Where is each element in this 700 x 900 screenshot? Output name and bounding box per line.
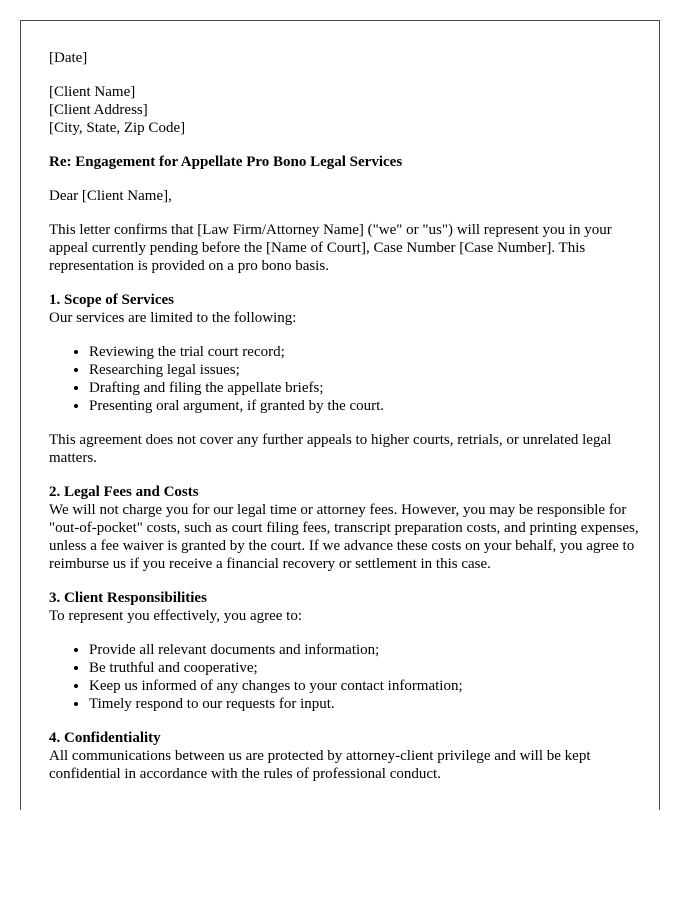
list-item: • Drafting and filing the appellate briefs; — [89, 379, 639, 397]
list-item: • Provide all relevant documents and information; — [89, 641, 639, 659]
list-item: • Keep us informed of any changes to your contact information; — [89, 677, 639, 695]
intro-paragraph: This letter confirms that [Law Firm/Attorney Name] ("we" or "us") will represent you in your appeal currently pending before the [Name of Court], Case Number [Case Number]. This representation is provided on a pro bono basis. — [49, 222, 612, 274]
letter-body — [49, 49, 639, 799]
subject-line: Re: Engagement for Appellate Pro Bono Legal Services — [49, 154, 403, 170]
scope-exclusion-paragraph: This agreement does not cover any further appeals to higher courts, retrials, or unrelated legal matters. — [49, 432, 612, 466]
salutation: Dear [Client Name], — [49, 188, 172, 204]
section-heading: 2. Legal Fees and Costs — [49, 484, 199, 500]
section-text: All communications between us are protected by attorney-client privilege and will be kept confidential in accordance with the rules of professional conduct. — [49, 748, 591, 782]
section-heading: 1. Scope of Services — [49, 292, 174, 308]
list-item: • Timely respond to our requests for input. — [89, 695, 639, 713]
recipient-address: [Client Address] — [49, 102, 148, 118]
scope-list — [49, 343, 639, 415]
section-heading: 4. Confidentiality — [49, 730, 161, 746]
section-text: We will not charge you for our legal time or attorney fees. However, you may be responsible for "out-of-pocket" costs, such as court filing fees, transcript preparation costs, and printing expenses, unless a fee waiver is granted by the court. If we advance these costs on your behalf, you agree to reimburse us if you receive a financial recovery or settlement in this case. — [49, 502, 639, 572]
section-legal-fees-and-costs — [49, 483, 639, 573]
section-text: Our services are limited to the following: — [49, 310, 297, 326]
section-heading: 3. Client Responsibilities — [49, 590, 207, 606]
recipient-city-state-zip: [City, State, Zip Code] — [49, 120, 186, 136]
section-scope-of-services — [49, 291, 639, 327]
section-confidentiality — [49, 729, 639, 783]
section-text: To represent you effectively, you agree to: — [49, 608, 303, 624]
list-item: • Reviewing the trial court record; — [89, 343, 639, 361]
list-item: • Presenting oral argument, if granted by the court. — [89, 397, 639, 415]
list-item: • Be truthful and cooperative; — [89, 659, 639, 677]
letter-page — [20, 20, 660, 810]
letter-date: [Date] — [49, 50, 88, 66]
section-client-responsibilities — [49, 589, 639, 625]
recipient-name: [Client Name] — [49, 84, 136, 100]
responsibilities-list — [49, 641, 639, 713]
list-item: • Researching legal issues; — [89, 361, 639, 379]
recipient-address-block — [49, 83, 639, 137]
